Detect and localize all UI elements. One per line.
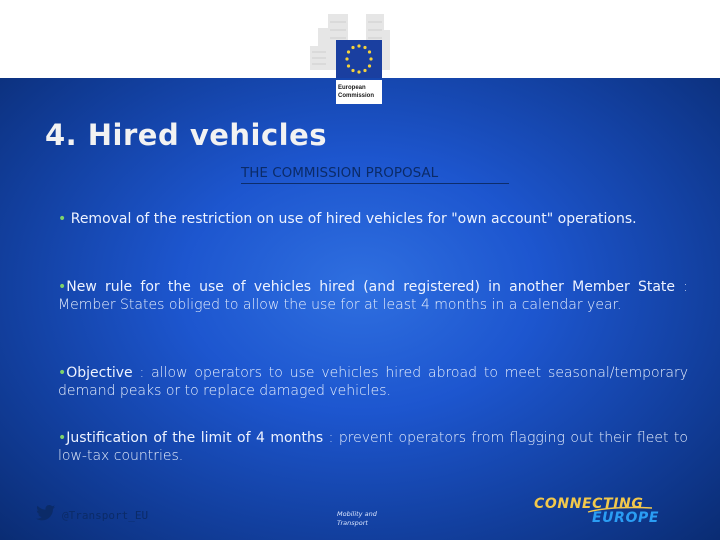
bullet-marker: • — [58, 365, 67, 381]
bullet-justification — [58, 429, 688, 465]
bullet-marker: • — [58, 430, 67, 446]
bullet-removal — [58, 210, 688, 228]
bullet-objective — [58, 364, 688, 400]
europe-word: EUROPE — [592, 510, 660, 526]
dg-line1: Mobility and — [337, 510, 377, 518]
bullet-strong-text: Justification of the limit of 4 months — [66, 430, 324, 446]
twitter-handle: @Transport_EU — [62, 508, 149, 522]
logo-text-line2: Commission — [338, 93, 375, 99]
logo-text-line1: European — [338, 85, 366, 91]
bullet-marker: • — [58, 279, 67, 295]
connecting-word: CONNECTING — [534, 496, 644, 512]
bullet-light-text: : prevent operators from flagging out their fleet to low-tax countries. — [58, 430, 688, 464]
european-commission-logo-icon — [310, 8, 392, 104]
bullet-new-rule — [58, 278, 688, 314]
bullet-light-text: : Member States obliged to allow the use for at least 4 months in a calendar year. — [58, 279, 688, 313]
bullet-marker: • — [58, 211, 67, 227]
bullet-text: Removal of the restriction on use of hired vehicles for "own account" operations. — [66, 211, 637, 227]
slide-subtitle: THE COMMISSION PROPOSAL — [241, 165, 509, 184]
connecting-europe-logo — [530, 496, 680, 526]
twitter-bird-icon — [36, 505, 56, 525]
slide-title: 4. Hired vehicles — [45, 118, 328, 152]
bullet-strong-text: Objective — [66, 365, 133, 381]
bullet-light-text: : allow operators to use vehicles hired abroad to meet seasonal/temporary demand peaks or to replace damaged vehicles. — [58, 365, 688, 399]
twitter-link[interactable] — [36, 505, 148, 525]
dg-label — [337, 510, 407, 528]
dg-line2: Transport — [337, 519, 368, 527]
bullet-strong-text: New rule for the use of vehicles hired (and registered) in another Member State — [66, 279, 676, 295]
